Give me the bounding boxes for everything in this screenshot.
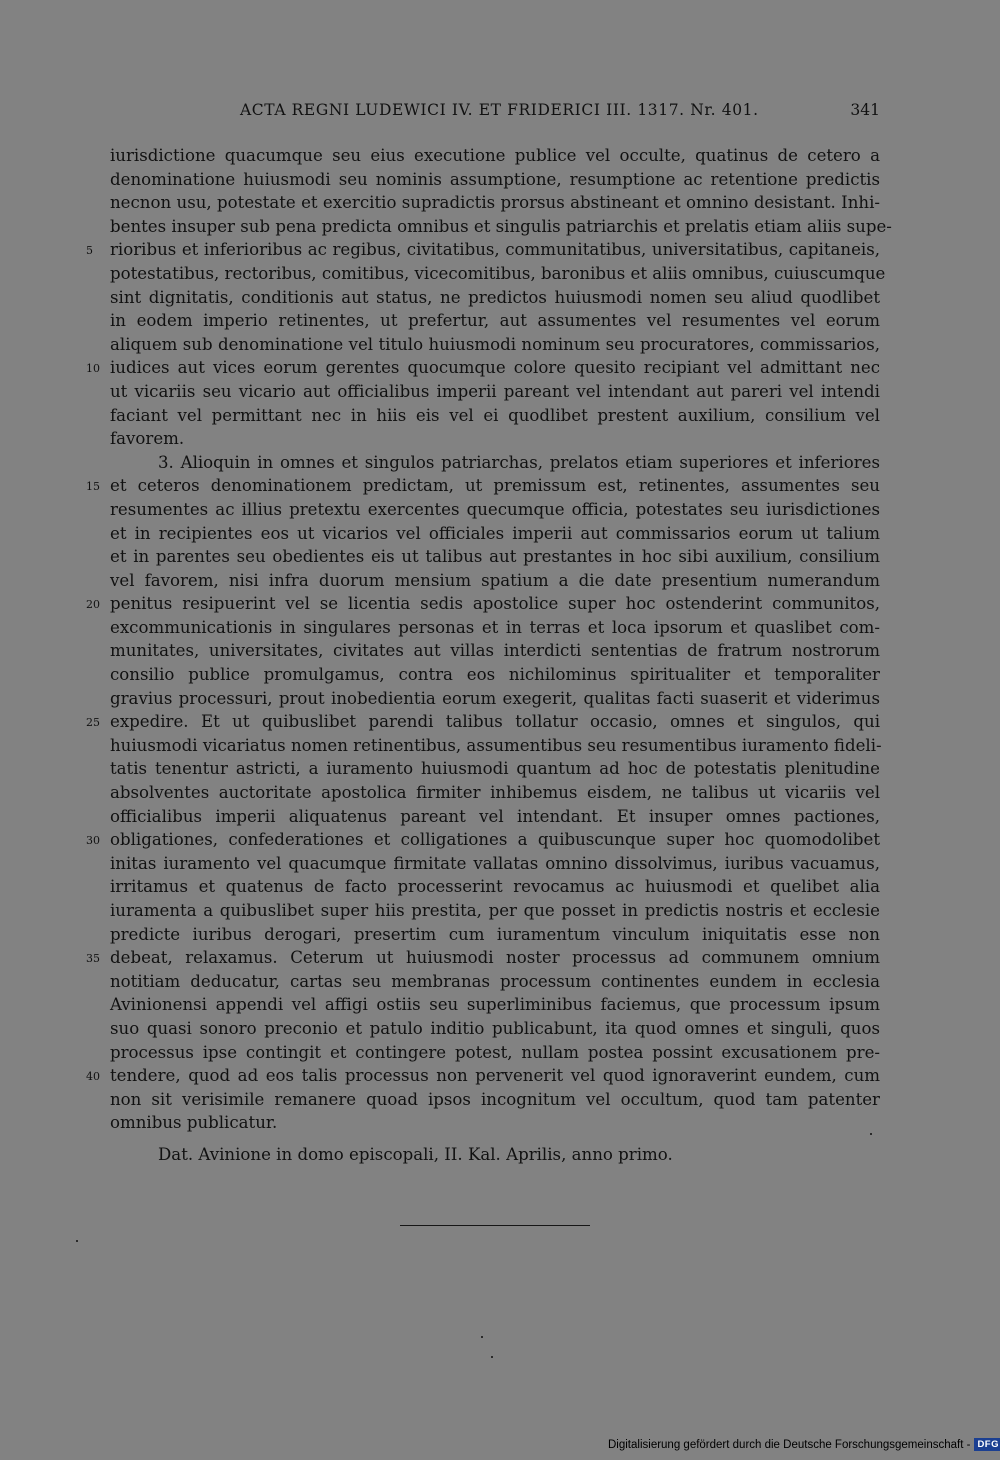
text-line: 40 tendere, quod ad eos talis processus non pervenerit vel quod ignoraverint eundem, cum	[110, 1064, 880, 1088]
line-number: 25	[86, 716, 100, 730]
text-line: 5 rioribus et inferioribus ac regibus, civitatibus, communitatibus, universitatibus, capitaneis,	[110, 238, 880, 262]
text-line: resumentes ac illius pretextu exercentes quecumque officia, potestates seu iurisdictiones	[110, 499, 880, 519]
text-line: et in recipientes eos ut vicarios vel officiales imperii aut commissarios eorum ut talium	[110, 523, 880, 543]
text-line: Avinionensi appendi vel affigi ostiis seu superliminibus faciemus, que processum ipsum	[110, 995, 880, 1015]
text-line: ut vicariis seu vicario aut officialibus imperii pareant vel intendant aut pareri vel intendi	[110, 381, 880, 401]
text-line: denominatione huiusmodi seu nominis assumptione, resumptione ac retentione predictis	[110, 169, 880, 189]
line-number: 30	[86, 834, 100, 848]
text-line: potestatibus, rectoribus, comitibus, vicecomitibus, baronibus et aliis omnibus, cuiuscumque	[110, 263, 886, 283]
text-line: non sit verisimile remanere quoad ipsos incognitum vel occultum, quod tam patenter	[110, 1089, 880, 1109]
text-line: in eodem imperio retinentes, ut prefertur, aut assumentes vel resumentes vel eorum	[110, 311, 880, 331]
text-line: vel favorem, nisi infra duorum mensium spatium a die date presentium numerandum	[110, 570, 880, 590]
text-line: irritamus et quatenus de facto processerint revocamus ac huiusmodi et quelibet alia	[110, 877, 880, 897]
paragraph-start-line: 3. Alioquin in omnes et singulos patriarchas, prelatos etiam superiores et inferiores	[158, 452, 880, 472]
line-number: 35	[86, 952, 100, 966]
dfg-logo: DFG	[974, 1438, 1000, 1451]
scan-speck	[76, 1240, 78, 1242]
text-line: absolventes auctoritate apostolica firmiter inhibemus eisdem, ne talibus ut vicariis vel	[110, 783, 880, 803]
text-line: munitates, universitates, civitates aut villas interdicti sententias de fratrum nostrorum	[110, 641, 880, 661]
text-line: excommunicationis in singulares personas et in terras et loca ipsorum et quaslibet com-	[110, 617, 880, 637]
document-body	[86, 144, 892, 1167]
dating-clause: Dat. Avinione in domo episcopali, II. Kal. Aprilis, anno primo.	[158, 1144, 673, 1164]
text-line: notitiam deducatur, cartas seu membranas processum continentes eundem in ecclesia	[110, 971, 880, 991]
running-title: ACTA REGNI LUDEWICI IV. ET FRIDERICI III. 1317. Nr. 401.	[240, 101, 759, 119]
credit-text: Digitalisierung gefördert durch die Deutsche Forschungsgemeinschaft -	[608, 1438, 971, 1451]
text-line: suo quasi sonoro preconio et patulo inditio publicabunt, ita quod omnes et singuli, quos	[110, 1018, 880, 1038]
text-line: 35 debeat, relaxamus. Ceterum ut huiusmodi noster processus ad communem omnium	[110, 946, 880, 970]
scan-speck	[491, 1356, 493, 1358]
line-number: 10	[86, 362, 100, 376]
text-line: 15 et ceteros denominationem predictam, ut premissum est, retinentes, assumentes seu	[110, 474, 880, 498]
text-line: bentes insuper sub pena predicta omnibus et singulis patriarchis et prelatis etiam aliis supe-	[110, 216, 892, 236]
text-line: iuramenta a quibuslibet super hiis prestita, per que posset in predictis nostris et ecclesie	[110, 901, 880, 920]
line-number: 5	[86, 244, 93, 258]
text-line: sint dignitatis, conditionis aut status, ne predictos huiusmodi nomen seu aliud quodlibet	[110, 287, 880, 307]
text-line: officialibus imperii aliquatenus pareant vel intendant. Et insuper omnes pactiones,	[110, 806, 880, 826]
scan-speck	[481, 1336, 483, 1338]
line-number: 40	[86, 1070, 100, 1084]
line-number: 15	[86, 480, 100, 494]
closing-rule	[400, 1225, 590, 1226]
text-line: 25 expedire. Et ut quibuslibet parendi talibus tollatur occasio, omnes et singulos, qui	[110, 710, 880, 734]
text-line: omnibus publicatur.	[110, 1113, 278, 1133]
text-line: gravius processuri, prout inobedientia eorum exegerit, qualitas facti suaserit et viderimus	[110, 688, 880, 708]
text-line: tatis tenentur astricti, a iuramento huiusmodi quantum ad hoc de potestatis plenitudine	[110, 759, 880, 779]
page-number: 341	[850, 101, 880, 119]
text-line: necnon usu, potestate et exercitio supradictis prorsus abstineant et omnino desistant. Inhi-	[110, 193, 880, 213]
text-line: 10 iudices aut vices eorum gerentes quocumque colore quesito recipiant vel admittant nec	[110, 356, 880, 380]
text-line: aliquem sub denominatione vel titulo huiusmodi nominum seu procuratores, commissarios,	[110, 334, 880, 354]
scan-speck	[870, 1133, 872, 1135]
text-line: faciant vel permittant nec in hiis eis vel ei quodlibet prestent auxilium, consilium vel	[110, 405, 880, 425]
text-line: 30 obligationes, confederationes et colligationes a quibuscunque super hoc quomodolibet	[110, 828, 880, 852]
line-number: 20	[86, 598, 100, 612]
text-line: iurisdictione quacumque seu eius executione publice vel occulte, quatinus de cetero a	[110, 146, 880, 165]
text-line: 20 penitus resipuerint vel se licentia sedis apostolice super hoc ostenderint communitos,	[110, 592, 880, 616]
text-line: processus ipse contingit et contingere potest, nullam postea possint excusationem pre-	[110, 1042, 880, 1062]
text-line: predicte iuribus derogari, presertim cum iuramentum vinculum iniquitatis esse non	[110, 924, 880, 944]
page-header	[110, 101, 880, 125]
text-line: et in parentes seu obedientes eis ut talibus aut prestantes in hoc sibi auxilium, consilium	[110, 547, 880, 567]
digitization-credit	[608, 1438, 1000, 1451]
text-line: huiusmodi vicariatus nomen retinentibus, assumentibus seu resumentibus iuramento fideli-	[110, 735, 882, 755]
text-line: initas iuramento vel quacumque firmitate vallatas omnino dissolvimus, iuribus vacuamus,	[110, 853, 880, 873]
text-line: consilio publice promulgamus, contra eos nichilominus spiritualiter et temporaliter	[110, 665, 880, 685]
text-line: favorem.	[110, 429, 185, 449]
